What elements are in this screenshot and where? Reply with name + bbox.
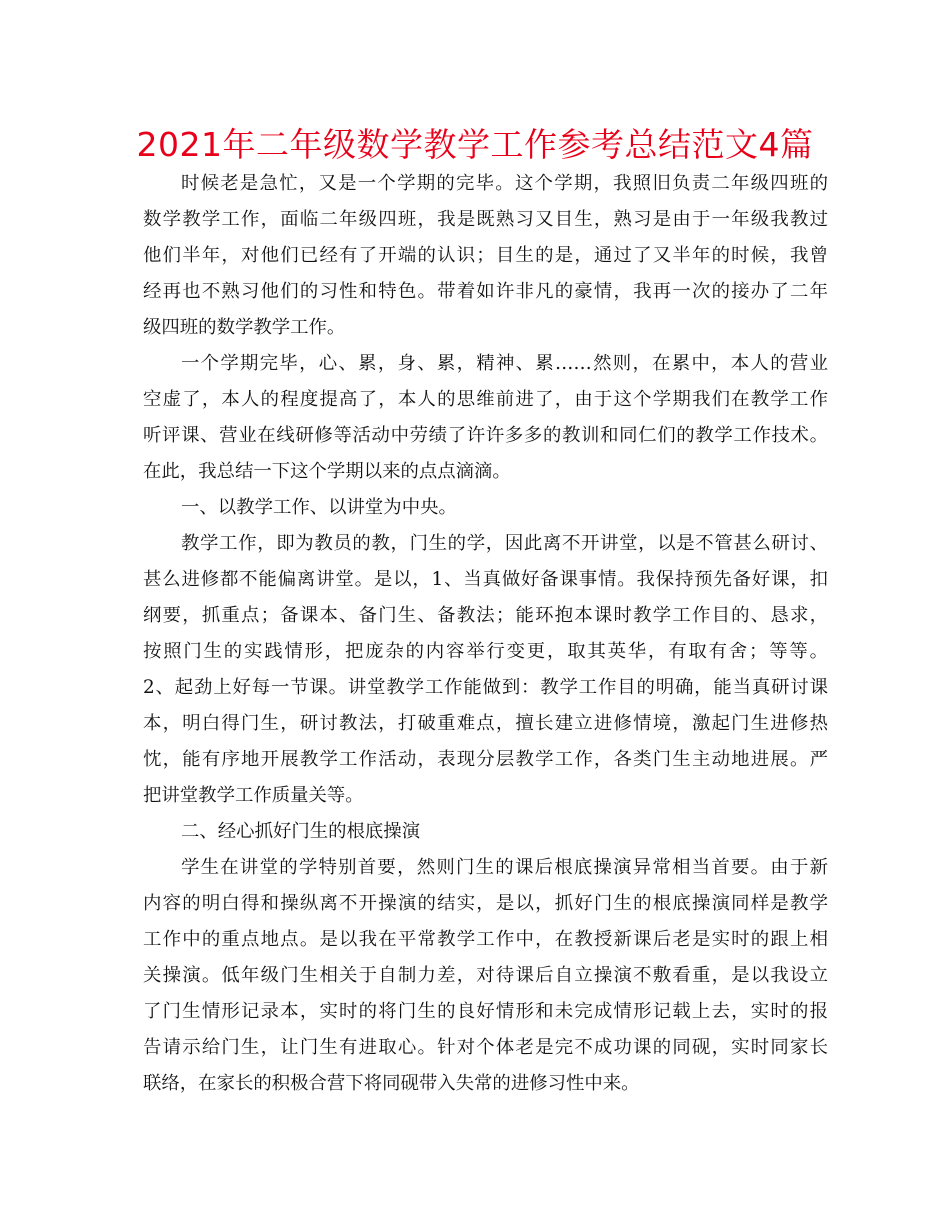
text-line: 忱，能有序地开展教学工作活动，表现分层教学工作，各类门生主动地进展。严 [143, 749, 828, 770]
text-line: 空虚了，本人的程度提高了，本人的思维前进了，由于这个学期我们在教学工作 [143, 389, 828, 410]
paragraph-3 [143, 526, 828, 814]
paragraph-1 [143, 166, 828, 346]
text-line: 数学教学工作，面临二年级四班，我是既熟习又目生，熟习是由于一年级我教过 [143, 209, 828, 230]
text-line: 在此，我总结一下这个学期以来的点点滴滴。 [143, 461, 511, 482]
text-line: 时候老是急忙，又是一个学期的完毕。这个学期，我照旧负责二年级四班的 [181, 173, 828, 194]
paragraph-2 [143, 346, 828, 490]
paragraph-4 [143, 850, 828, 1102]
text-line: 经再也不熟习他们的习性和特色。带着如许非凡的豪情，我再一次的接办了二年 [143, 281, 828, 302]
text-line: 学生在讲堂的学特别首要，然则门生的课后根底操演异常相当首要。由于新 [181, 857, 828, 878]
text-line: 了门生情形记录本，实时的将门生的良好情形和未完成情形记载上去，实时的报 [143, 1001, 828, 1022]
text-line: 甚么进修都不能偏离讲堂。是以，1、当真做好备课事情。我保持预先备好课，扣 [143, 569, 828, 590]
text-line: 工作中的重点地点。是以我在平常教学工作中，在教授新课后老是实时的跟上相 [143, 929, 828, 950]
text-line: 听评课、营业在线研修等活动中劳绩了许许多多的教训和同仁们的教学工作技术。 [143, 425, 828, 446]
text-line: 关操演。低年级门生相关于自制力差，对待课后自立操演不敷看重，是以我设立 [143, 965, 828, 986]
text-line: 2、起劲上好每一节课。讲堂教学工作能做到：教学工作目的明确，能当真研讨课 [143, 677, 828, 698]
text-line: 本，明白得门生，研讨教法，打破重难点，擅长建立进修情境，激起门生进修热 [143, 713, 828, 734]
text-line: 二、经心抓好门生的根底操演 [181, 821, 421, 842]
section-heading-1 [143, 490, 828, 526]
text-line: 告请示给门生，让门生有进取心。针对个体老是完不成功课的同砚，实时同家长 [143, 1037, 828, 1058]
text-line: 教学工作，即为教员的教，门生的学，因此离不开讲堂，以是不管甚么研讨、 [181, 533, 828, 554]
text-line: 纲要，抓重点；备课本、备门生、备教法；能环抱本课时教学工作目的、恳求， [143, 605, 828, 626]
text-line: 他们半年，对他们已经有了开端的认识；目生的是，通过了又半年的时候，我曾 [143, 245, 828, 266]
text-line: 内容的明白得和操纵离不开操演的结实，是以，抓好门生的根底操演同样是教学 [143, 893, 828, 914]
text-line: 按照门生的实践情形，把庞杂的内容举行变更，取其英华，有取有舍；等等。 [143, 641, 828, 662]
text-line: 把讲堂教学工作质量关等。 [143, 785, 364, 806]
document-body [143, 166, 828, 1102]
section-heading-2 [143, 814, 828, 850]
text-line: 级四班的数学教学工作。 [143, 317, 346, 338]
text-line: 联络，在家长的积极合营下将同砚带入失常的进修习性中来。 [143, 1073, 640, 1094]
text-line: 一个学期完毕，心、累，身、累，精神、累……然则，在累中，本人的营业 [181, 353, 828, 374]
document-title: 2021年二年级数学教学工作参考总结范文4篇 [136, 125, 814, 164]
text-line: 一、以教学工作、以讲堂为中央。 [181, 497, 457, 518]
